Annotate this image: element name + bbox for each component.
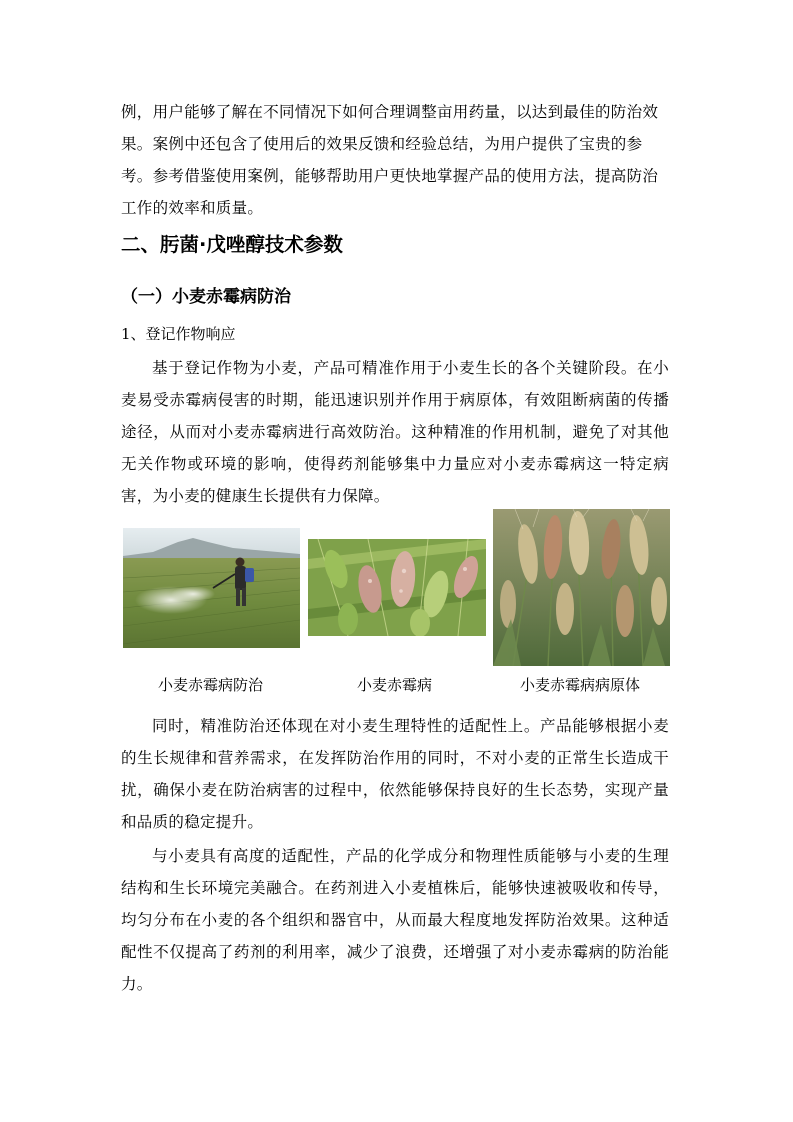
paragraph-3: 与小麦具有高度的适配性，产品的化学成分和物理性质能够与小麦的生理结构和生长环境完美融合。在药剂进入小麦植株后，能够快速被吸收和传导，均匀分布在小麦的各个组织和器官中，从而最大程度地发挥防治效果。这种适配性不仅提高了药剂的利用率，减少了浪费，还增强了对小麦赤霉病的防治能力。	[121, 847, 669, 993]
subsection-heading: （一）小麦赤霉病防治	[121, 287, 291, 307]
intro-line: 工作的效率和质量。	[121, 199, 264, 217]
paragraph-1: 基于登记作物为小麦，产品可精准作用于小麦生长的各个关键阶段。在小麦易受赤霉病侵害的时期，能迅速识别并作用于病原体，有效阻断病菌的传播途径，从而对小麦赤霉病进行高效防治。这种精准的作用机制，避免了对其他无关作物或环境的影响，使得药剂能够集中力量应对小麦赤霉病这一特定病害，为小麦的健康生长提供有力保障。	[121, 359, 669, 505]
figure-caption: 小麦赤霉病病原体	[520, 676, 641, 694]
intro-line: 考。参考借鉴使用案例，能够帮助用户更快地掌握产品的使用方法，提高防治	[121, 167, 659, 185]
figure-caption: 小麦赤霉病防治	[158, 676, 264, 694]
wheat-ear-closeup-photo	[308, 539, 486, 636]
intro-line: 例，用户能够了解在不同情况下如何合理调整亩用药量，以达到最佳的防治效	[121, 103, 659, 121]
paragraph-2: 同时，精准防治还体现在对小麦生理特性的适配性上。产品能够根据小麦的生长规律和营养需求，在发挥防治作用的同时，不对小麦的正常生长造成干扰，确保小麦在防治病害的过程中，依然能够保持良好的生长态势，实现产量和品质的稳定提升。	[121, 717, 669, 831]
infected-wheat-photo	[493, 509, 670, 666]
intro-line: 果。案例中还包含了使用后的效果反馈和经验总结，为用户提供了宝贵的参	[121, 135, 643, 153]
intro-paragraph	[121, 96, 669, 224]
figure-caption: 小麦赤霉病	[357, 676, 433, 694]
point-heading: 1、登记作物响应	[121, 325, 236, 343]
field-spraying-photo	[123, 528, 300, 648]
section-heading: 二、肟菌·戊唑醇技术参数	[121, 233, 343, 256]
